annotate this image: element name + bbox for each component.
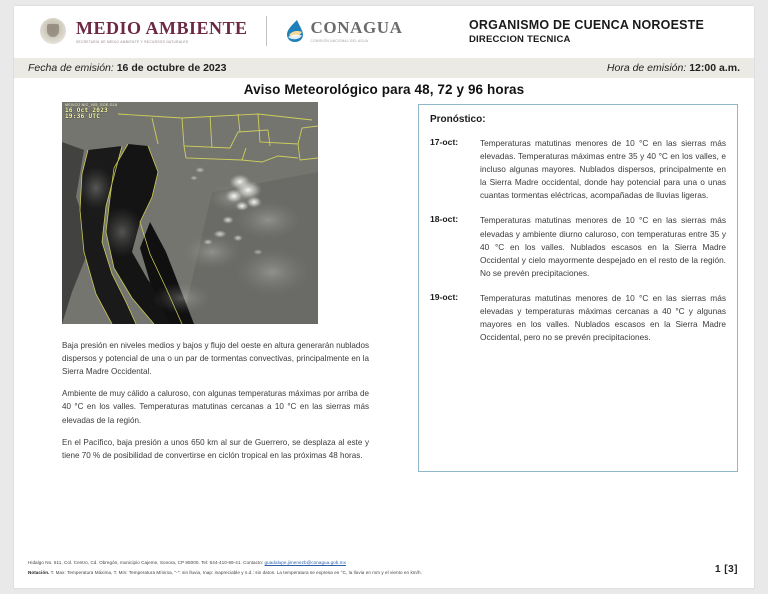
footer-contact-email[interactable]: guadalupe.jimenezb@conagua.gob.mx [264,560,346,565]
satellite-image [62,102,318,324]
forecast-title: Pronóstico: [430,114,486,125]
satellite-image-canvas [62,102,318,324]
emission-date-label: Fecha de emisión: [28,62,114,74]
summary-paragraph: Baja presión en niveles medios y bajos y flujo del oeste en altura generarán nublados dispersos y potencial de una o un par de tormentas convectivas, principalmente en la Sierra Madre Occidental. [62,341,369,377]
logo-divider [266,16,267,46]
satellite-overlay-date: 16 Oct 2023 [65,106,109,114]
forecast-entry [430,137,726,202]
page-indicator: 1 [3] [714,564,738,575]
footer-notation-text: T. Max: Temperatura Máxima, T. Min: Temperatura Mínima, "-": sin lluvia, Inap: inapreciable y s.d.: sin datos. La temperatura se expresa en °C, la lluvia en mm y el viento en km/h. [49,570,422,575]
conagua-logo [285,19,403,43]
forecast-entry [430,214,726,279]
document-header [14,6,754,58]
conagua-name: CONAGUA [310,18,403,37]
medio-ambiente-subtitle: SECRETARÍA DE MEDIO AMBIENTE Y RECURSOS NATURALES [76,39,189,44]
forecast-entry-date: 18-oct: [430,214,459,225]
organization-name: ORGANISMO DE CUENCA NOROESTE [469,18,705,32]
page-title: Aviso Meteorológico para 48, 72 y 96 horas [243,82,525,97]
forecast-entry-text: Temperaturas matutinas menores de 10 °C en las sierras más elevadas. Temperaturas máximas entre 35 y 40 °C en los valles, e incluso algunas mayores. Nublados dispersos, principalmente en la Sierra Madre occidental, donde hay potencial para una o unas cuantas tormentas eléctricas, acompañadas de lluvias ligeras. [480,138,726,201]
summary-text-block [62,339,369,471]
summary-paragraph: En el Pacífico, baja presión a unos 650 km al sur de Guerrero, se desplaza al este y tiene 70 % de posibilidad de convertirse en ciclón tropical en las próximas 48 horas. [62,437,369,460]
emission-time-value: 12:00 a.m. [689,62,740,74]
emission-time-label: Hora de emisión: [606,62,687,74]
emission-date-group [28,62,226,74]
forecast-entry [430,292,726,344]
footer-notation-label: Notación. [28,570,50,575]
mexico-coat-of-arms-icon [40,18,66,44]
satellite-overlay-time: 19:36 UTC [65,113,101,121]
header-logos [40,16,403,46]
forecast-entry-date: 19-oct: [430,291,459,302]
forecast-panel [418,104,738,472]
forecast-entry-date: 17-oct: [430,137,459,147]
medio-ambiente-name: MEDIO AMBIENTE [76,17,248,38]
summary-paragraph: Ambiente de muy cálido a caluroso, con algunas temperaturas máximas por arriba de 40 °C en los valles. Temperaturas matutinas cercanas a 10 °C en las sierras más elevadas de la región. [62,389,369,425]
document-footer [14,548,754,582]
forecast-entry-text: Temperaturas matutinas menores de 10 °C en las sierras más elevadas y ambiente diurno caluroso, con temperaturas entre 35 y 40 °C en los valles. Nublados escasos en la Sierra Madre Occidental y cielo mayormente despejado en el resto de la región. No se prevén precipitaciones. [480,215,726,278]
footer-notation-line [28,570,422,575]
document-sheet [14,6,754,588]
water-drop-icon [285,19,305,43]
organization-department: DIRECCION TECNICA [469,34,571,46]
organization-title-block [469,18,704,45]
medio-ambiente-logo [76,19,248,44]
footer-divider [28,548,740,549]
footer-address-text: Hidalgo No. 611, Col. Centro, Cd. Obregón, municipio Cajeme, Sonora, CP 85000. Tel: 644-410-69-41. Contacto: [28,560,265,565]
footer-address-line [28,560,346,565]
emission-date-value: 16 de octubre de 2023 [116,62,227,74]
emission-bar [14,58,754,78]
emission-time-group [607,62,740,74]
conagua-subtitle: COMISIÓN NACIONAL DEL AGUA [310,39,369,43]
forecast-entry-text: Temperaturas matutinas menores de 10 °C en las sierras más elevadas y temperaturas máximas cercanas a 40 °C y algunas mayores en los valles. Nublados escasos en la Sierra Madre Occidental, pero no se prevén precipitaciones. [480,292,726,343]
satellite-overlay-product: MEXICO N/C_V05_GOE-G18 [65,103,118,107]
